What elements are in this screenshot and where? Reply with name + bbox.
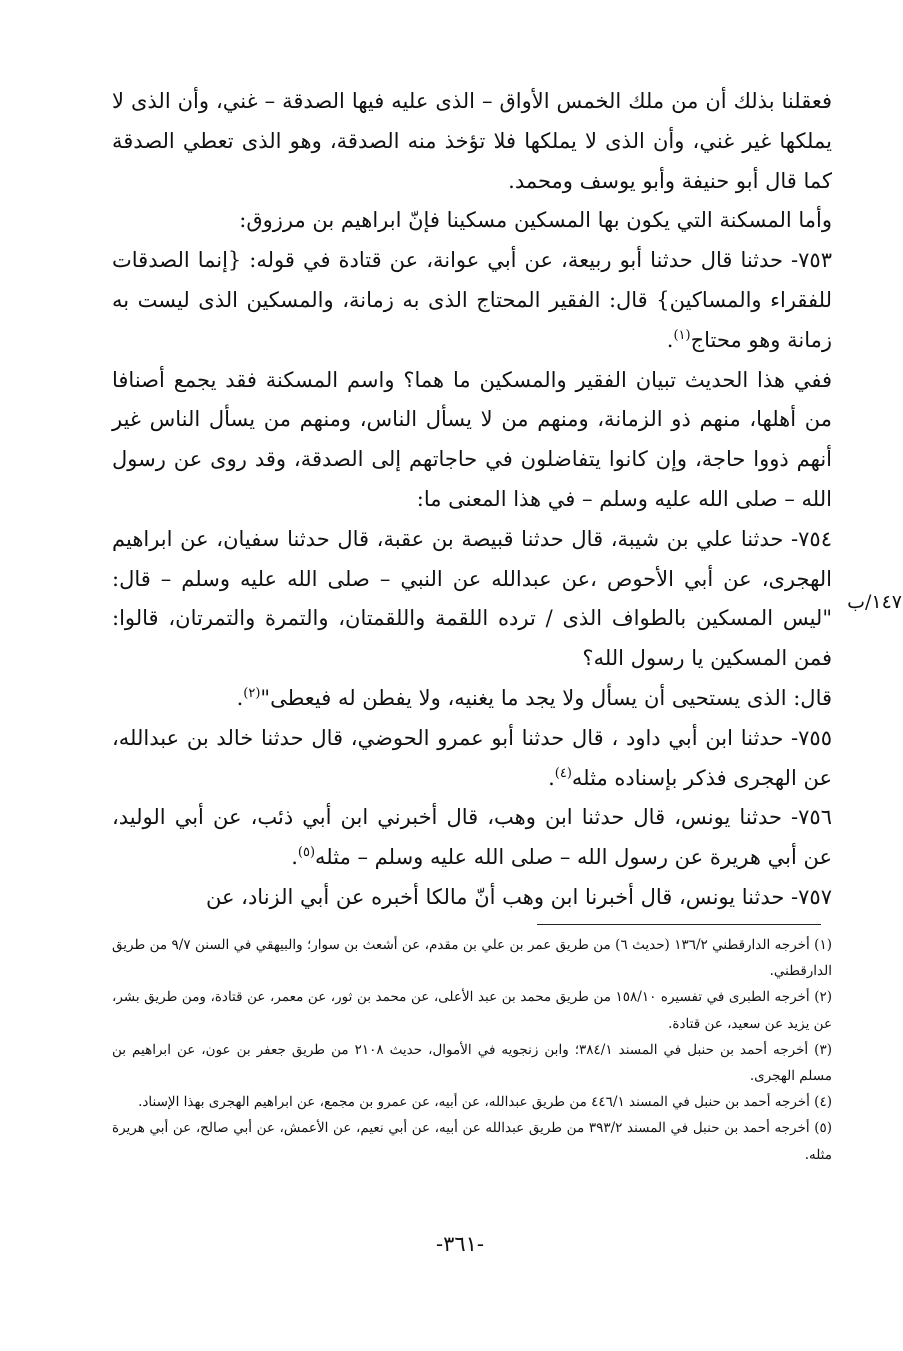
page-number: -٣٦١- [435, 1232, 485, 1256]
hadith-756 [112, 798, 832, 878]
hadith-755 [112, 719, 832, 799]
footnote-ref: (١) [673, 327, 691, 343]
footnote-5: (٥) أخرجه أحمد بن حنبل في المسند ٣٩٣/٢ من طريق عبدالله عن أبيه، عن أبي نعيم، عن الأعمش، عن أبي صالح، عن أبي هريرة مثله. [112, 1120, 833, 1163]
footnote-ref: (٢) [243, 685, 261, 701]
paragraph [112, 679, 832, 719]
hadith-757: ٧٥٧- حدثنا يونس، قال أخبرنا ابن وهب أنّ مالكا أخبره عن أبي الزناد، عن [205, 884, 832, 909]
footnote-ref: (٤) [554, 765, 572, 781]
hadith-754: ٧٥٤- حدثنا علي بن شيبة، قال حدثنا قبيصة بن عقبة، قال حدثنا سفيان، عن ابراهيم الهجرى، عن أبي الأحوص ،عن عبدالله عن النبي – صلى الله عليه وسلم – قال: "ليس المسكين بالطواف الذى / ترده اللقمة واللقمتان، والتمرة والتمرتان، قالوا: فمن المسكين يا رسول الله؟ [112, 526, 832, 671]
paragraph-text: ٧٥٦- حدثنا يونس، قال حدثنا ابن وهب، قال أخبرني ابن أبي ذئب، عن أبي الوليد، عن أبي هريرة عن رسول الله – صلى الله عليه وسلم – مثله [112, 805, 832, 870]
punctuation: . [291, 845, 298, 870]
hadith-753 [112, 241, 832, 360]
punctuation: . [666, 327, 674, 352]
footnote-4: (٤) أخرجه أحمد بن حنبل في المسند ٤٤٦/١ من طريق عبدالله، عن أبيه، عن عمرو بن مجمع، عن ابراهيم الهجرى بهذا الإسناد. [138, 1094, 832, 1111]
footnote-1: (١) أخرجه الدارقطني ١٣٦/٢ (حديث ٦) من طريق عمر بن علي بن مقدم، عن أشعث بن سوار؛ والبيهقي في السنن ٩/٧ من طريق الدارقطني. [112, 937, 832, 980]
paragraph-text: قال: الذى يستحيى أن يسأل ولا يجد ما يغنيه، ولا يفطن له فيعطى" [260, 685, 832, 710]
paragraph: ففي هذا الحديث تبيان الفقير والمسكين ما هما؟ واسم المسكنة فقد يجمع أصنافا من أهلها، منهم ذو الزمانة، ومنهم من لا يسأل الناس، ومنهم من يسأل الناس غير أنهم ذووا حاجة، وإن كانوا يتفاضلون في حاجاتهم إلى الصدقة، وقد روى عن رسول الله – صلى الله عليه وسلم – في هذا المعنى ما: [112, 367, 832, 511]
footnote-separator [537, 924, 821, 925]
footnote-2: (٢) أخرجه الطبرى في تفسيره ١٥٨/١٠ من طريق محمد بن عبد الأعلى، عن محمد بن ثور، عن معمر، عن قتادة، ومن طريق بشر، عن يزيد عن سعيد، عن قتادة. [112, 989, 833, 1032]
footnote-ref: (٥) [297, 845, 316, 861]
footnotes [112, 932, 832, 1168]
footnote-3: (٣) أخرجه أحمد بن حنبل في المسند ٣٨٤/١؛ وابن زنجويه في الأموال، حديث ٢١٠٨ من طريق جعفر بن عون، عن ابراهيم بن مسلم الهجرى. [112, 1041, 832, 1085]
punctuation: . [236, 685, 244, 710]
paragraph-text: ٧٥٥- حدثنا ابن أبي داود ، قال حدثنا أبو عمرو الحوضي، قال حدثنا خالد بن عبدالله، عن الهجرى فذكر بإسناده مثله [112, 725, 832, 790]
paragraph: فعقلنا بذلك أن من ملك الخمس الأواق – الذى عليه فيها الصدقة – غني، وأن الذى لا يملكها غير غني، وأن الذى لا يملكها فلا تؤخذ منه الصدقة، وهو الذى تعطي الصدقة كما قال أبو حنيفة وأبو يوسف ومحمد. [112, 89, 832, 193]
punctuation: . [548, 765, 555, 790]
margin-folio-note: ١٤٧/ب [847, 591, 902, 613]
paragraph: وأما المسكنة التي يكون بها المسكين مسكينا فإنّ ابراهيم بن مرزوق: [239, 208, 832, 233]
paragraph-text: ٧٥٣- حدثنا قال حدثنا أبو ربيعة، عن أبي عوانة، عن قتادة في قوله: {إنما الصدقات للفقراء والمساكين} قال: الفقير المحتاج الذى به زمانة، والمسكين الذى ليست به زمانة وهو محتاج [112, 248, 832, 352]
main-text [112, 82, 832, 918]
